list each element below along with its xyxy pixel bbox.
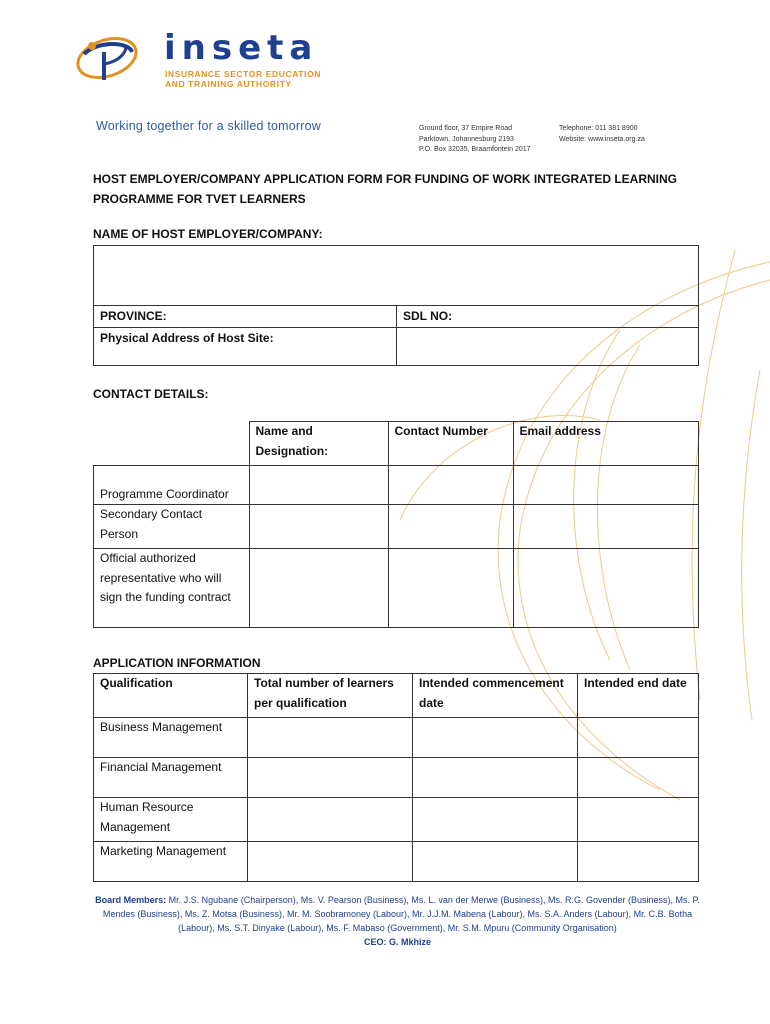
board-members-label: Board Members:	[95, 895, 167, 905]
app-col-qualification: Qualification	[94, 674, 248, 718]
app-col-learners: Total number of learners per qualification	[248, 674, 413, 718]
contact-table	[93, 421, 699, 628]
end-date-field[interactable]	[578, 718, 699, 758]
contact-block	[559, 124, 645, 145]
contact-row-label: Secondary Contact Person	[94, 505, 250, 549]
learners-field[interactable]	[248, 758, 413, 798]
contact-email-field[interactable]	[513, 505, 699, 549]
address-line: P.O. Box 32035, Braamfontein 2017	[419, 146, 531, 153]
commencement-field[interactable]	[413, 798, 578, 842]
contact-row-label: Official authorized representative who will sign the funding contract	[94, 549, 250, 628]
end-date-field[interactable]	[578, 758, 699, 798]
contact-number-field[interactable]	[388, 505, 513, 549]
footer	[90, 893, 705, 949]
commencement-field[interactable]	[413, 718, 578, 758]
host-employer-name-field[interactable]	[94, 246, 699, 306]
commencement-field[interactable]	[413, 758, 578, 798]
table-row	[94, 466, 699, 505]
contact-number-field[interactable]	[388, 466, 513, 505]
contact-heading: CONTACT DETAILS:	[93, 387, 209, 401]
contact-col-number: Contact Number	[388, 422, 513, 466]
contact-col-name: Name and Designation:	[249, 422, 388, 466]
contact-name-field[interactable]	[249, 505, 388, 549]
table-row	[94, 842, 699, 882]
application-table	[93, 673, 699, 882]
table-row	[94, 718, 699, 758]
contact-col-email: Email address	[513, 422, 699, 466]
board-members-list: Mr. J.S. Ngubane (Chairperson), Ms. V. Pearson (Business), Ms. L. van der Merwe (Business), Ms. R.G. Govender (Business), Ms. P. Mendes (Business), Ms. Z. Motsa (Business), Mr. M. Soobramoney (Labour), Mr. J.J.M. Mabena (Labour), Ms. S.A. Anders (Labour), Mr. C.B. Botha (Labour), Ms. S.T. Dinyake (Labour), Ms. F. Mabaso (Government), Mr. S.M. Mpuru (Community Organisation)	[102, 895, 700, 933]
end-date-field[interactable]	[578, 842, 699, 882]
inseta-logo-mark-icon	[74, 34, 144, 84]
ceo-line: CEO: G. Mkhize	[363, 937, 431, 947]
form-title: HOST EMPLOYER/COMPANY APPLICATION FORM FOR FUNDING OF WORK INTEGRATED LEARNING PROGRAMME FOR TVET LEARNERS	[93, 172, 677, 206]
app-col-commencement: Intended commencement date	[413, 674, 578, 718]
end-date-field[interactable]	[578, 798, 699, 842]
logo-wordmark: inseta	[164, 28, 319, 68]
name-heading: NAME OF HOST EMPLOYER/COMPANY:	[93, 227, 323, 241]
physical-address-label: Physical Address of Host Site:	[94, 328, 397, 366]
contact-name-field[interactable]	[249, 466, 388, 505]
telephone: Telephone: 011 381 8900	[559, 125, 638, 132]
tagline: Working together for a skilled tomorrow	[96, 119, 322, 133]
website: Website: www.inseta.org.za	[559, 135, 645, 143]
physical-address-field[interactable]	[397, 328, 699, 366]
table-row	[94, 798, 699, 842]
learners-field[interactable]	[248, 842, 413, 882]
qualification-label: Business Management	[94, 718, 248, 758]
address-line: Ground floor, 37 Empire Road	[419, 125, 512, 132]
inseta-logo	[74, 28, 374, 94]
host-employer-table	[93, 245, 699, 366]
sdl-label: SDL NO:	[397, 306, 699, 328]
commencement-field[interactable]	[413, 842, 578, 882]
table-row	[94, 505, 699, 549]
address-block	[419, 124, 531, 156]
table-row	[94, 549, 699, 628]
qualification-label: Human Resource Management	[94, 798, 248, 842]
contact-row-label: Programme Coordinator	[94, 466, 250, 505]
app-col-end: Intended end date	[578, 674, 699, 718]
logo-subtitle-line2: AND TRAINING AUTHORITY	[165, 79, 292, 89]
table-row	[94, 758, 699, 798]
contact-number-field[interactable]	[388, 549, 513, 628]
contact-email-field[interactable]	[513, 549, 699, 628]
learners-field[interactable]	[248, 798, 413, 842]
contact-corner-blank	[94, 422, 250, 466]
qualification-label: Marketing Management	[94, 842, 248, 882]
address-line: Parktown, Johannesburg 2193	[419, 135, 514, 143]
application-heading: APPLICATION INFORMATION	[93, 656, 261, 670]
contact-email-field[interactable]	[513, 466, 699, 505]
learners-field[interactable]	[248, 718, 413, 758]
contact-name-field[interactable]	[249, 549, 388, 628]
province-label: PROVINCE:	[94, 306, 397, 328]
logo-subtitle-line1: INSURANCE SECTOR EDUCATION	[165, 69, 322, 79]
qualification-label: Financial Management	[94, 758, 248, 798]
